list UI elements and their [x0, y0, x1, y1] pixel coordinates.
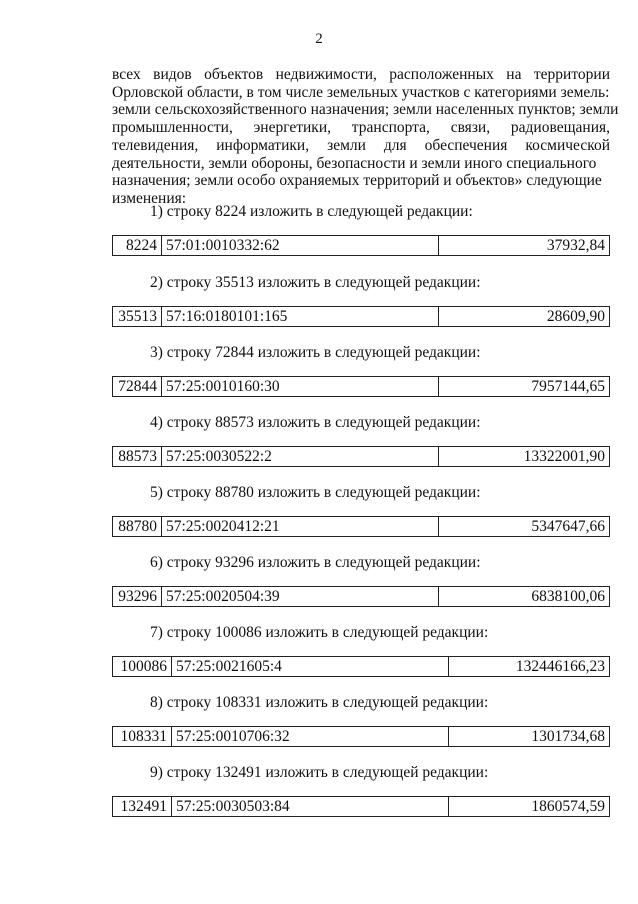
- intro-line: Орловской области, в том числе земельных участков с категориями земель:: [112, 83, 610, 101]
- row-number-cell: 88573: [113, 447, 162, 467]
- cadastral-number-cell: 57:25:0030522:2: [162, 447, 439, 467]
- amendment-table: [112, 446, 610, 467]
- intro-line: промышленности, энергетики, транспорта, связи, радиовещания,: [112, 119, 610, 137]
- cadastral-number-cell: 57:25:0010706:32: [172, 727, 449, 747]
- table-row: [113, 377, 610, 397]
- intro-line: назначения; земли особо охраняемых территорий и объектов» следующие: [112, 172, 602, 190]
- intro-line: всех видов объектов недвижимости, расположенных на территории: [112, 66, 610, 83]
- table-row: [113, 587, 610, 607]
- amendment-text: 4) строку 88573 изложить в следующей редакции:: [150, 414, 481, 431]
- intro-line: изменения:: [112, 189, 187, 207]
- amendment-table: [112, 796, 610, 817]
- cadastral-value-cell: 37932,84: [439, 236, 610, 256]
- amendment-table: [112, 586, 610, 607]
- table-row: [113, 797, 610, 817]
- row-number-cell: 93296: [113, 587, 162, 607]
- amendment-table: [112, 656, 610, 677]
- amendment-item: [112, 484, 610, 537]
- intro-line: телевидения, информатики, земли для обеспечения космической: [112, 136, 610, 154]
- cadastral-number-cell: 57:25:0021605:4: [172, 657, 449, 677]
- amendment-item: [112, 344, 610, 397]
- table-row: [113, 727, 610, 747]
- intro-paragraph: [112, 66, 619, 208]
- amendment-item: [112, 203, 610, 256]
- row-number-cell: 100086: [113, 657, 172, 677]
- table-row: [113, 517, 610, 537]
- cadastral-value-cell: 6838100,06: [439, 587, 610, 607]
- amendment-text: 8) строку 108331 изложить в следующей редакции:: [150, 694, 489, 711]
- amendment-item: [112, 764, 610, 817]
- cadastral-value-cell: 1301734,68: [449, 727, 610, 747]
- row-number-cell: 72844: [113, 377, 162, 397]
- table-row: [113, 307, 610, 327]
- cadastral-value-cell: 28609,90: [439, 307, 610, 327]
- amendment-text: 2) строку 35513 изложить в следующей редакции:: [150, 274, 481, 291]
- cadastral-value-cell: 7957144,65: [439, 377, 610, 397]
- row-number-cell: 132491: [113, 797, 172, 817]
- amendment-table: [112, 516, 610, 537]
- cadastral-number-cell: 57:16:0180101:165: [162, 307, 439, 327]
- table-row: [113, 447, 610, 467]
- cadastral-number-cell: 57:25:0030503:84: [172, 797, 449, 817]
- intro-line: земли сельскохозяйственного назначения; земли населенных пунктов; земли: [112, 101, 619, 119]
- amendment-text: 5) строку 88780 изложить в следующей редакции:: [150, 484, 481, 501]
- cadastral-number-cell: 57:25:0010160:30: [162, 377, 439, 397]
- cadastral-value-cell: 13322001,90: [439, 447, 610, 467]
- row-number-cell: 88780: [113, 517, 162, 537]
- amendment-text: 9) строку 132491 изложить в следующей редакции:: [150, 764, 489, 781]
- row-number-cell: 8224: [113, 236, 162, 256]
- amendment-table: [112, 306, 610, 327]
- table-row: [113, 236, 610, 256]
- amendment-text: 3) строку 72844 изложить в следующей редакции:: [150, 344, 481, 361]
- amendment-table: [112, 235, 610, 256]
- amendment-item: [112, 624, 610, 677]
- amendment-table: [112, 726, 610, 747]
- cadastral-value-cell: 1860574,59: [449, 797, 610, 817]
- page-number: 2: [315, 31, 323, 47]
- cadastral-number-cell: 57:25:0020504:39: [162, 587, 439, 607]
- amendment-text: 1) строку 8224 изложить в следующей редакции:: [150, 203, 473, 220]
- cadastral-value-cell: 132446166,23: [449, 657, 610, 677]
- amendment-item: [112, 414, 610, 467]
- cadastral-value-cell: 5347647,66: [439, 517, 610, 537]
- intro-line: деятельности, земли обороны, безопасности и земли иного специального: [112, 154, 597, 172]
- amendment-table: [112, 376, 610, 397]
- amendment-item: [112, 554, 610, 607]
- table-row: [113, 657, 610, 677]
- cadastral-number-cell: 57:25:0020412:21: [162, 517, 439, 537]
- amendment-item: [112, 274, 610, 327]
- cadastral-number-cell: 57:01:0010332:62: [162, 236, 439, 256]
- amendment-text: 6) строку 93296 изложить в следующей редакции:: [150, 554, 481, 571]
- amendment-text: 7) строку 100086 изложить в следующей редакции:: [150, 624, 489, 641]
- row-number-cell: 108331: [113, 727, 172, 747]
- row-number-cell: 35513: [113, 307, 162, 327]
- amendment-item: [112, 694, 610, 747]
